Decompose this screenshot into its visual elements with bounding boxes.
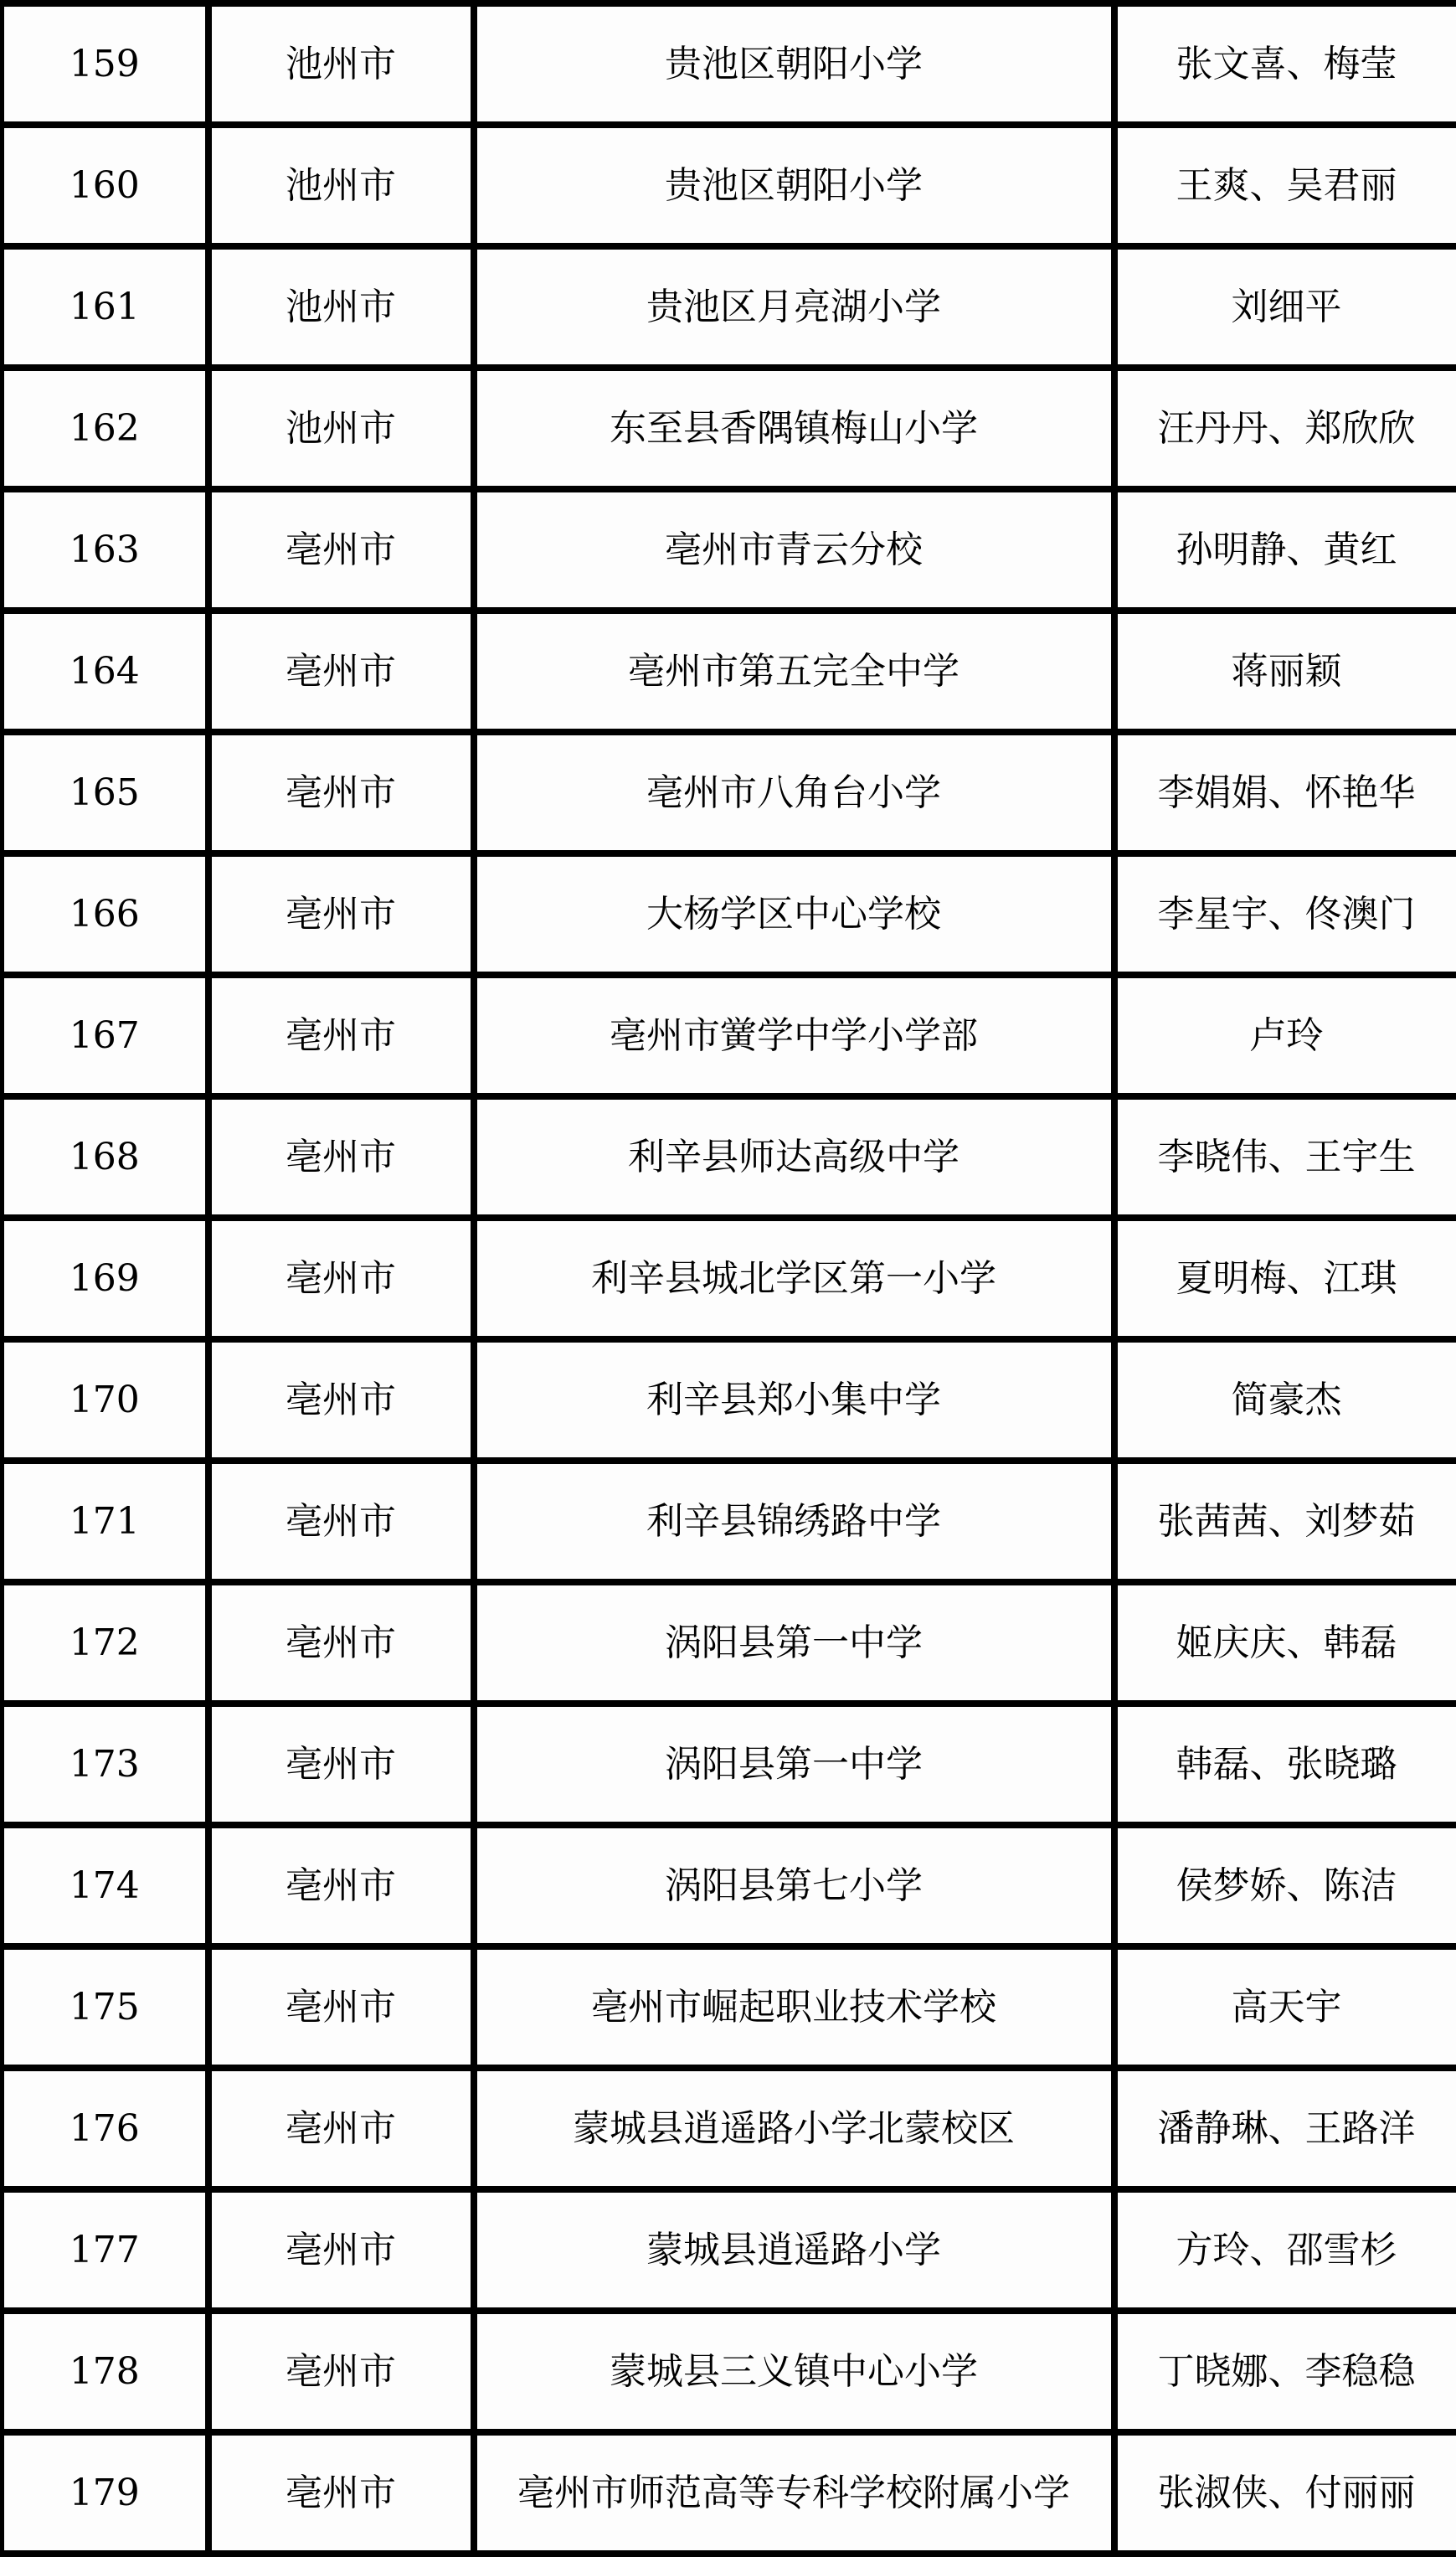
table-row — [3, 1339, 1456, 1461]
school-cell: 亳州市八角台小学 — [474, 732, 1114, 853]
table-row — [3, 2189, 1456, 2311]
school-cell: 亳州市崛起职业技术学校 — [474, 1946, 1114, 2068]
school-cell: 亳州市第五完全中学 — [474, 611, 1114, 732]
city-cell: 池州市 — [208, 368, 474, 489]
table-row — [3, 1825, 1456, 1946]
school-cell: 涡阳县第七小学 — [474, 1825, 1114, 1946]
city-cell: 亳州市 — [208, 853, 474, 975]
table-row — [3, 611, 1456, 732]
teacher-names-cell: 卢玲 — [1114, 975, 1456, 1096]
city-cell: 亳州市 — [208, 1339, 474, 1461]
school-cell: 亳州市师范高等专科学校附属小学 — [474, 2432, 1114, 2554]
city-cell: 亳州市 — [208, 611, 474, 732]
table-row — [3, 1461, 1456, 1582]
teacher-names-cell: 夏明梅、江琪 — [1114, 1218, 1456, 1339]
row-number-cell: 175 — [3, 1946, 208, 2068]
school-cell: 贵池区朝阳小学 — [474, 125, 1114, 246]
teacher-names-cell: 张淑侠、付丽丽 — [1114, 2432, 1456, 2554]
city-cell: 亳州市 — [208, 1218, 474, 1339]
school-cell: 东至县香隅镇梅山小学 — [474, 368, 1114, 489]
row-number-cell: 160 — [3, 125, 208, 246]
table-row — [3, 1218, 1456, 1339]
table-row — [3, 1096, 1456, 1218]
row-number-cell: 177 — [3, 2189, 208, 2311]
school-cell: 蒙城县逍遥路小学 — [474, 2189, 1114, 2311]
school-cell: 亳州市黉学中学小学部 — [474, 975, 1114, 1096]
table-row — [3, 732, 1456, 853]
city-cell: 池州市 — [208, 3, 474, 125]
row-number-cell: 176 — [3, 2068, 208, 2189]
teacher-names-cell: 韩磊、张晓璐 — [1114, 1704, 1456, 1825]
table-row — [3, 2432, 1456, 2554]
table-row — [3, 246, 1456, 368]
city-cell: 亳州市 — [208, 1582, 474, 1704]
row-number-cell: 162 — [3, 368, 208, 489]
school-cell: 大杨学区中心学校 — [474, 853, 1114, 975]
school-cell: 涡阳县第一中学 — [474, 1582, 1114, 1704]
teacher-names-cell: 方玲、邵雪杉 — [1114, 2189, 1456, 2311]
city-cell: 亳州市 — [208, 732, 474, 853]
table-row — [3, 975, 1456, 1096]
school-cell: 利辛县郑小集中学 — [474, 1339, 1114, 1461]
school-cell: 利辛县师达高级中学 — [474, 1096, 1114, 1218]
teacher-names-cell: 刘细平 — [1114, 246, 1456, 368]
row-number-cell: 164 — [3, 611, 208, 732]
city-cell: 亳州市 — [208, 2189, 474, 2311]
row-number-cell: 171 — [3, 1461, 208, 1582]
city-cell: 亳州市 — [208, 489, 474, 611]
teacher-names-cell: 简豪杰 — [1114, 1339, 1456, 1461]
city-cell: 亳州市 — [208, 1096, 474, 1218]
table-row — [3, 368, 1456, 489]
city-cell: 亳州市 — [208, 975, 474, 1096]
teacher-names-cell: 侯梦娇、陈洁 — [1114, 1825, 1456, 1946]
table-row — [3, 1582, 1456, 1704]
city-cell: 亳州市 — [208, 2432, 474, 2554]
row-number-cell: 170 — [3, 1339, 208, 1461]
teacher-names-cell: 张文喜、梅莹 — [1114, 3, 1456, 125]
teacher-names-cell: 高天宇 — [1114, 1946, 1456, 2068]
city-cell: 亳州市 — [208, 1825, 474, 1946]
teacher-names-cell: 蒋丽颖 — [1114, 611, 1456, 732]
row-number-cell: 169 — [3, 1218, 208, 1339]
row-number-cell: 172 — [3, 1582, 208, 1704]
teacher-names-cell: 张茜茜、刘梦茹 — [1114, 1461, 1456, 1582]
school-cell: 亳州市青云分校 — [474, 489, 1114, 611]
school-cell: 贵池区月亮湖小学 — [474, 246, 1114, 368]
city-cell: 亳州市 — [208, 2311, 474, 2432]
school-cell: 蒙城县三义镇中心小学 — [474, 2311, 1114, 2432]
table-row — [3, 2311, 1456, 2432]
school-cell: 利辛县锦绣路中学 — [474, 1461, 1114, 1582]
table-row — [3, 489, 1456, 611]
row-number-cell: 167 — [3, 975, 208, 1096]
teacher-names-cell: 姬庆庆、韩磊 — [1114, 1582, 1456, 1704]
table-row — [3, 1704, 1456, 1825]
table-row — [3, 125, 1456, 246]
table-body — [3, 3, 1456, 2554]
row-number-cell: 159 — [3, 3, 208, 125]
row-number-cell: 165 — [3, 732, 208, 853]
teacher-names-cell: 李晓伟、王宇生 — [1114, 1096, 1456, 1218]
city-cell: 亳州市 — [208, 1704, 474, 1825]
school-cell: 利辛县城北学区第一小学 — [474, 1218, 1114, 1339]
school-cell: 蒙城县逍遥路小学北蒙校区 — [474, 2068, 1114, 2189]
table-row — [3, 853, 1456, 975]
row-number-cell: 163 — [3, 489, 208, 611]
table-row — [3, 3, 1456, 125]
row-number-cell: 174 — [3, 1825, 208, 1946]
row-number-cell: 166 — [3, 853, 208, 975]
teacher-names-cell: 汪丹丹、郑欣欣 — [1114, 368, 1456, 489]
row-number-cell: 161 — [3, 246, 208, 368]
city-cell: 池州市 — [208, 125, 474, 246]
table-row — [3, 1946, 1456, 2068]
city-cell: 亳州市 — [208, 2068, 474, 2189]
row-number-cell: 178 — [3, 2311, 208, 2432]
row-number-cell: 168 — [3, 1096, 208, 1218]
teacher-names-cell: 李星宇、佟澳门 — [1114, 853, 1456, 975]
table-row — [3, 2068, 1456, 2189]
teacher-names-cell: 丁晓娜、李稳稳 — [1114, 2311, 1456, 2432]
teacher-names-cell: 潘静琳、王路洋 — [1114, 2068, 1456, 2189]
city-cell: 亳州市 — [208, 1946, 474, 2068]
teacher-names-cell: 孙明静、黄红 — [1114, 489, 1456, 611]
school-cell: 涡阳县第一中学 — [474, 1704, 1114, 1825]
teacher-names-cell: 李娟娟、怀艳华 — [1114, 732, 1456, 853]
row-number-cell: 179 — [3, 2432, 208, 2554]
city-cell: 池州市 — [208, 246, 474, 368]
school-cell: 贵池区朝阳小学 — [474, 3, 1114, 125]
row-number-cell: 173 — [3, 1704, 208, 1825]
teacher-names-cell: 王爽、吴君丽 — [1114, 125, 1456, 246]
city-cell: 亳州市 — [208, 1461, 474, 1582]
